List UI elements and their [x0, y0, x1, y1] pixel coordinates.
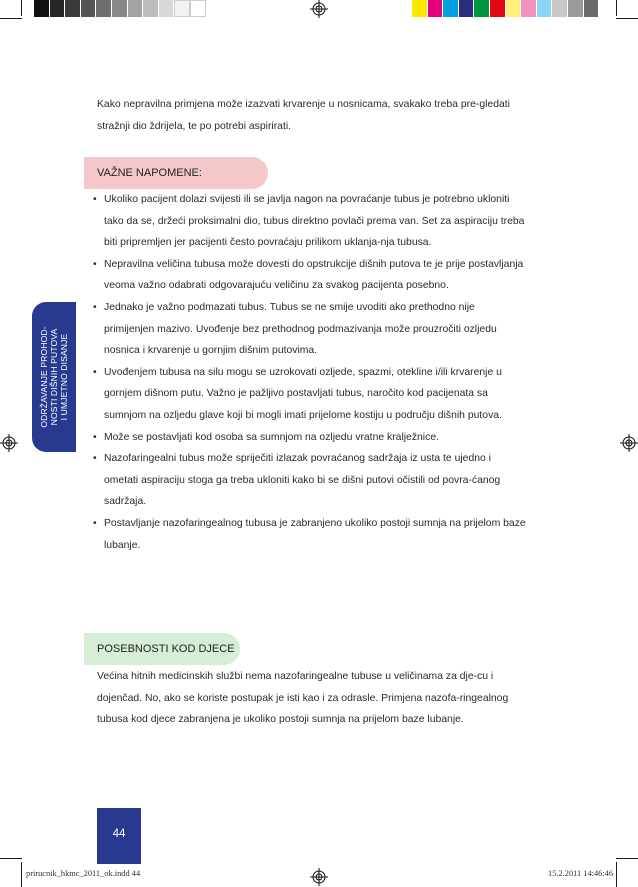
crop-mark-top-right-h [616, 18, 638, 19]
registration-mark-left-icon [0, 434, 18, 452]
list-item: • Nazofaringealni tubus može spriječiti izlazak povraćanog sadržaja iz usta te ujedno i ometati aspiraciju stoga ga treba ukloniti kako bi se dišni putovi očistili od povra-ćanog sadržaja. [93, 448, 527, 513]
grayscale-color-bar [34, 0, 206, 17]
footer-file-name: prirucnik_hkmc_2011_ok.indd 44 [26, 869, 141, 878]
list-item: • Nepravilna veličina tubusa može dovesti do opstrukcije dišnih putova te je prije postavljanja veoma važno odabrati odgovarajuću veličinu za svakog pacijenta posebno. [93, 254, 527, 297]
important-notes-list [93, 189, 527, 556]
crop-mark-bottom-left-v [21, 862, 22, 887]
chapter-side-tab-label [39, 302, 69, 452]
page-number: 44 [97, 808, 141, 864]
footer-timestamp: 15.2.2011 14:46:46 [548, 869, 614, 878]
chapter-side-tab-line-3: I UMJETNO DISANJE [59, 333, 69, 421]
list-item: • Ukoliko pacijent dolazi svijesti ili se javlja nagon na povraćanje tubus je potrebno ukloniti tako da se, držeći proksimalni dio, tubus direktno povlači prema van. Set za aspiraciju treba biti pripremljen jer pacijenti često povraćaju prilikom uklanja-nja tubusa. [93, 189, 527, 254]
chapter-side-tab-line-2: NOSTI DIŠNIH PUTOVA [49, 328, 59, 426]
list-item: • Jednako je važno podmazati tubus. Tubus se ne smije uvoditi ako prethodno nije primijenjen mazivo. Uvođenje bez prethodnog podmazivanja može prouzročiti ozljedu nosnica i krvarenje u gornjim dišnim putovima. [93, 297, 527, 362]
list-item: • Uvođenjem tubusa na silu mogu se uzrokovati ozljede, spazmi, otekline i/ili krvarenje u gornjem dišnom putu. Važno je pažljivo postavljati tubus, naročito kod pacijenata sa sumnjom na ozljedu glave koji bi mogli imati prijelome kostiju u području dišnih putova. [93, 362, 527, 427]
list-item: • Može se postavljati kod osoba sa sumnjom na ozljedu vratne kralježnice. [93, 427, 527, 449]
crop-mark-top-right-v [616, 0, 617, 16]
crop-mark-bottom-right-h [616, 858, 638, 859]
children-section-paragraph: Većina hitnih medicinskih službi nema nazofaringealne tubuse u veličinama za dje-cu i dojenčad. No, ako se koriste postupak je isti kao i za odrasle. Primjena nazofa-ringealnog tubusa kod djece zabranjena je ukoliko postoji sumnja na prijelom baze lubanje. [97, 671, 509, 726]
crop-mark-top-left-h [0, 18, 22, 19]
chapter-side-tab [32, 302, 76, 452]
crop-mark-bottom-left-h [0, 858, 22, 859]
chapter-side-tab-line-1: ODRŽAVANJE PROHOD- [39, 326, 49, 428]
registration-mark-right-icon [620, 434, 638, 452]
crop-mark-bottom-right-v [616, 862, 617, 887]
children-section-heading: POSEBNOSTI KOD DJECE [84, 633, 240, 665]
intro-paragraph: Kako nepravilna primjena može izazvati krvarenje u nosnicama, svakako treba pre-gledati stražnji dio ždrijela, te po potrebi aspirirati. [97, 99, 510, 132]
list-item: • Postavljanje nazofaringealnog tubusa je zabranjeno ukoliko postoji sumnja na prijelom baze lubanje. [93, 513, 527, 556]
crop-mark-top-left-v [21, 0, 22, 16]
important-notes-heading: VAŽNE NAPOMENE: [84, 157, 268, 189]
registration-mark-bottom-icon [310, 868, 328, 886]
registration-mark-top-icon [310, 0, 328, 18]
cmyk-color-bar [412, 0, 599, 17]
